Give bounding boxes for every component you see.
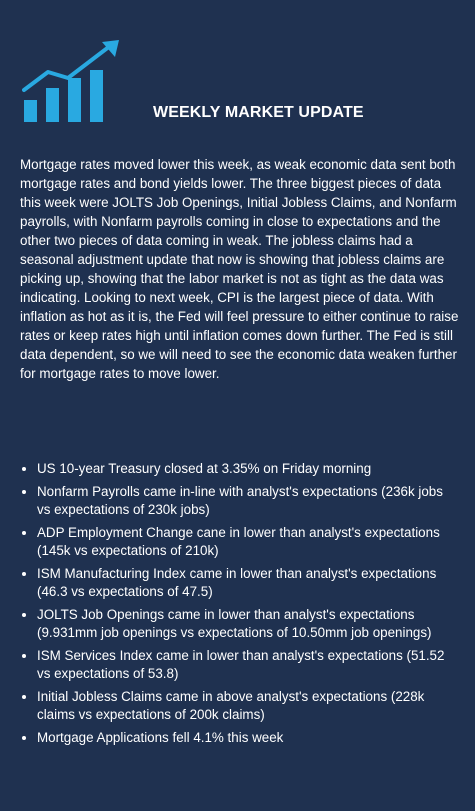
list-item (20, 729, 460, 748)
summary-paragraph: Mortgage rates moved lower this week, as weak economic data sent both mortgage rates and bond yields lower. The three biggest pieces of data this week were JOLTS Job Openings, Initial Jobless Claims, and Nonfarm payrolls, with Nonfarm payrolls coming in close to expectations and the other two pieces of data coming in weak. The jobless claims had a seasonal adjustment update that now is showing that jobless claims are picking up, showing that the labor market is not as tight as the data was indicating. Looking to next week, CPI is the largest piece of data. With inflation as hot as it is, the Fed will feel pressure to either continue to raise rates or keep rates high until inflation comes down further. The Fed is still data dependent, so we will need to see the economic data weaken further for mortgage rates to move lower. (20, 157, 459, 381)
bullet-icon (22, 736, 26, 740)
bullet-icon (22, 572, 26, 576)
list-item-text: US 10-year Treasury closed at 3.35% on Friday morning (37, 461, 372, 476)
list-item (20, 524, 460, 561)
list-item (20, 565, 460, 602)
bullet-icon (22, 467, 26, 471)
bullet-icon (22, 613, 26, 617)
key-data-list (20, 460, 460, 751)
list-item-text: Initial Jobless Claims came in above analyst's expectations (228k claims vs expectations of 200k claims) (37, 688, 425, 722)
list-item (20, 460, 460, 479)
list-item (20, 606, 460, 643)
list-item (20, 688, 460, 725)
page-title: WEEKLY MARKET UPDATE (153, 104, 364, 121)
list-item-text: Nonfarm Payrolls came in-line with analyst's expectations (236k jobs vs expectations of 230k jobs) (37, 483, 443, 517)
bullet-icon (22, 531, 26, 535)
list-item (20, 647, 460, 684)
list-item-text: ADP Employment Change cane in lower than analyst's expectations (145k vs expectations of 210k) (37, 524, 440, 558)
bullet-icon (22, 654, 26, 658)
list-item (20, 483, 460, 520)
bullet-icon (22, 695, 26, 699)
list-item-text: Mortgage Applications fell 4.1% this week (37, 729, 284, 745)
header (0, 0, 475, 140)
rising-bar-chart-icon (22, 40, 122, 125)
list-item-text: ISM Manufacturing Index came in lower than analyst's expectations (46.3 vs expectations of 47.5) (37, 565, 437, 599)
bullet-icon (22, 490, 26, 494)
list-item-text: JOLTS Job Openings came in lower than analyst's expectations (9.931mm job openings vs expectations of 10.50mm job openings) (37, 606, 432, 640)
list-item-text: ISM Services Index came in lower than analyst's expectations (51.52 vs expectations of 53.8) (37, 647, 445, 681)
